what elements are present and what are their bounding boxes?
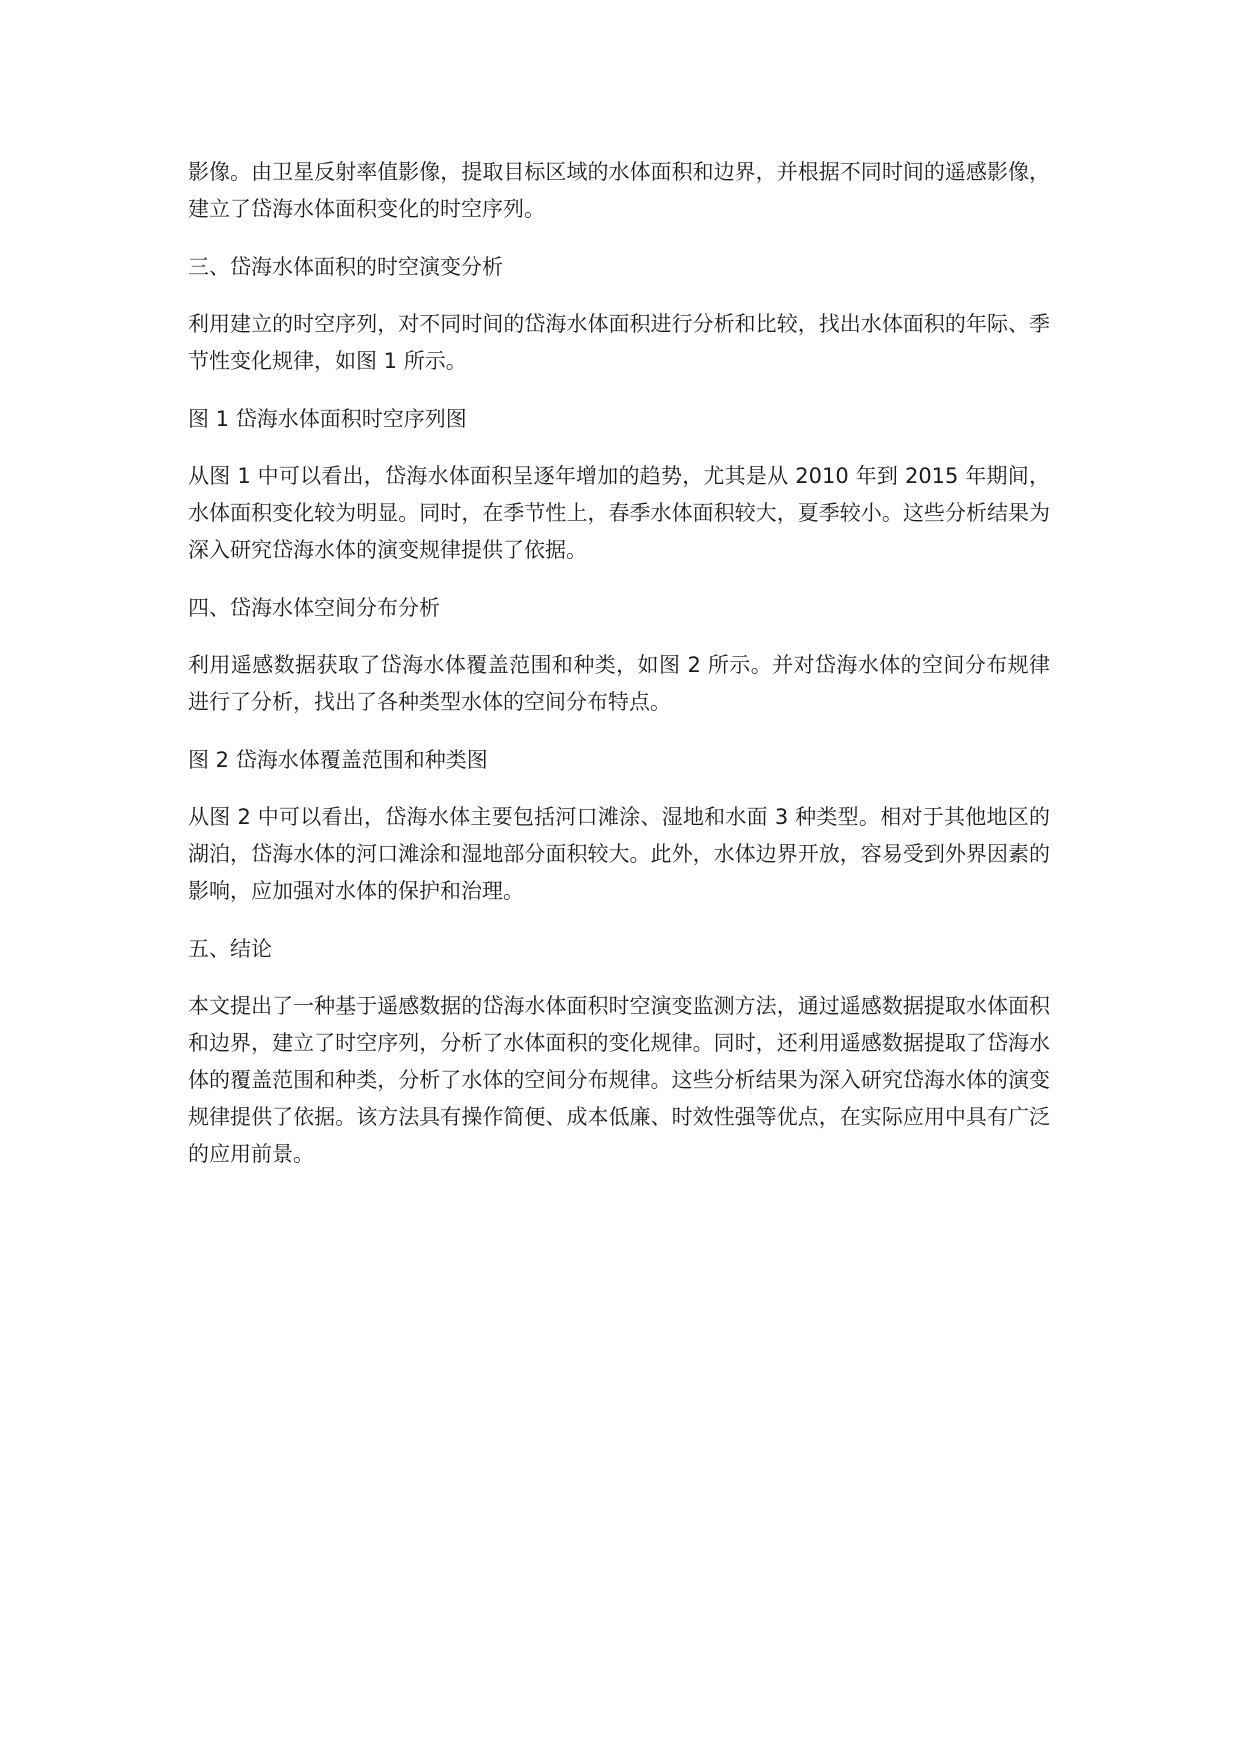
section-heading-5: 五、结论 — [188, 937, 272, 961]
paragraph-temporal-analysis: 利用建立的时空序列，对不同时间的岱海水体面积进行分析和比较，找出水体面积的年际、季节性变化规律，如图 1 所示。 — [188, 312, 1050, 373]
document-body — [188, 154, 1050, 1173]
paragraph-conclusion: 本文提出了一种基于遥感数据的岱海水体面积时空演变监测方法，通过遥感数据提取水体面积和边界，建立了时空序列，分析了水体面积的变化规律。同时，还利用遥感数据提取了岱海水体的覆盖范围和种类，分析了水体的空间分布规律。这些分析结果为深入研究岱海水体的演变规律提供了依据。该方法具有操作简便、成本低廉、时效性强等优点，在实际应用中具有广泛的应用前景。 — [188, 994, 1050, 1166]
paragraph-spatial-analysis: 利用遥感数据获取了岱海水体覆盖范围和种类，如图 2 所示。并对岱海水体的空间分布规律进行了分析，找出了各种类型水体的空间分布特点。 — [188, 653, 1050, 714]
figure-caption-2: 图 2 岱海水体覆盖范围和种类图 — [188, 748, 488, 772]
paragraph-figure-2-discussion: 从图 2 中可以看出，岱海水体主要包括河口滩涂、湿地和水面 3 种类型。相对于其他地区的湖泊，岱海水体的河口滩涂和湿地部分面积较大。此外，水体边界开放，容易受到外界因素的影响，应加强对水体的保护和治理。 — [188, 805, 1050, 903]
section-heading-4: 四、岱海水体空间分布分析 — [188, 596, 440, 620]
section-heading-3: 三、岱海水体面积的时空演变分析 — [188, 255, 503, 279]
figure-caption-1: 图 1 岱海水体面积时空序列图 — [188, 407, 467, 431]
paragraph-figure-1-discussion: 从图 1 中可以看出，岱海水体面积呈逐年增加的趋势，尤其是从 2010 年到 2015 年期间，水体面积变化较为明显。同时，在季节性上，春季水体面积较大，夏季较小。这些分析结果为深入研究岱海水体的演变规律提供了依据。 — [188, 464, 1050, 562]
paragraph-intro-continued: 影像。由卫星反射率值影像，提取目标区域的水体面积和边界，并根据不同时间的遥感影像，建立了岱海水体面积变化的时空序列。 — [188, 160, 1050, 221]
